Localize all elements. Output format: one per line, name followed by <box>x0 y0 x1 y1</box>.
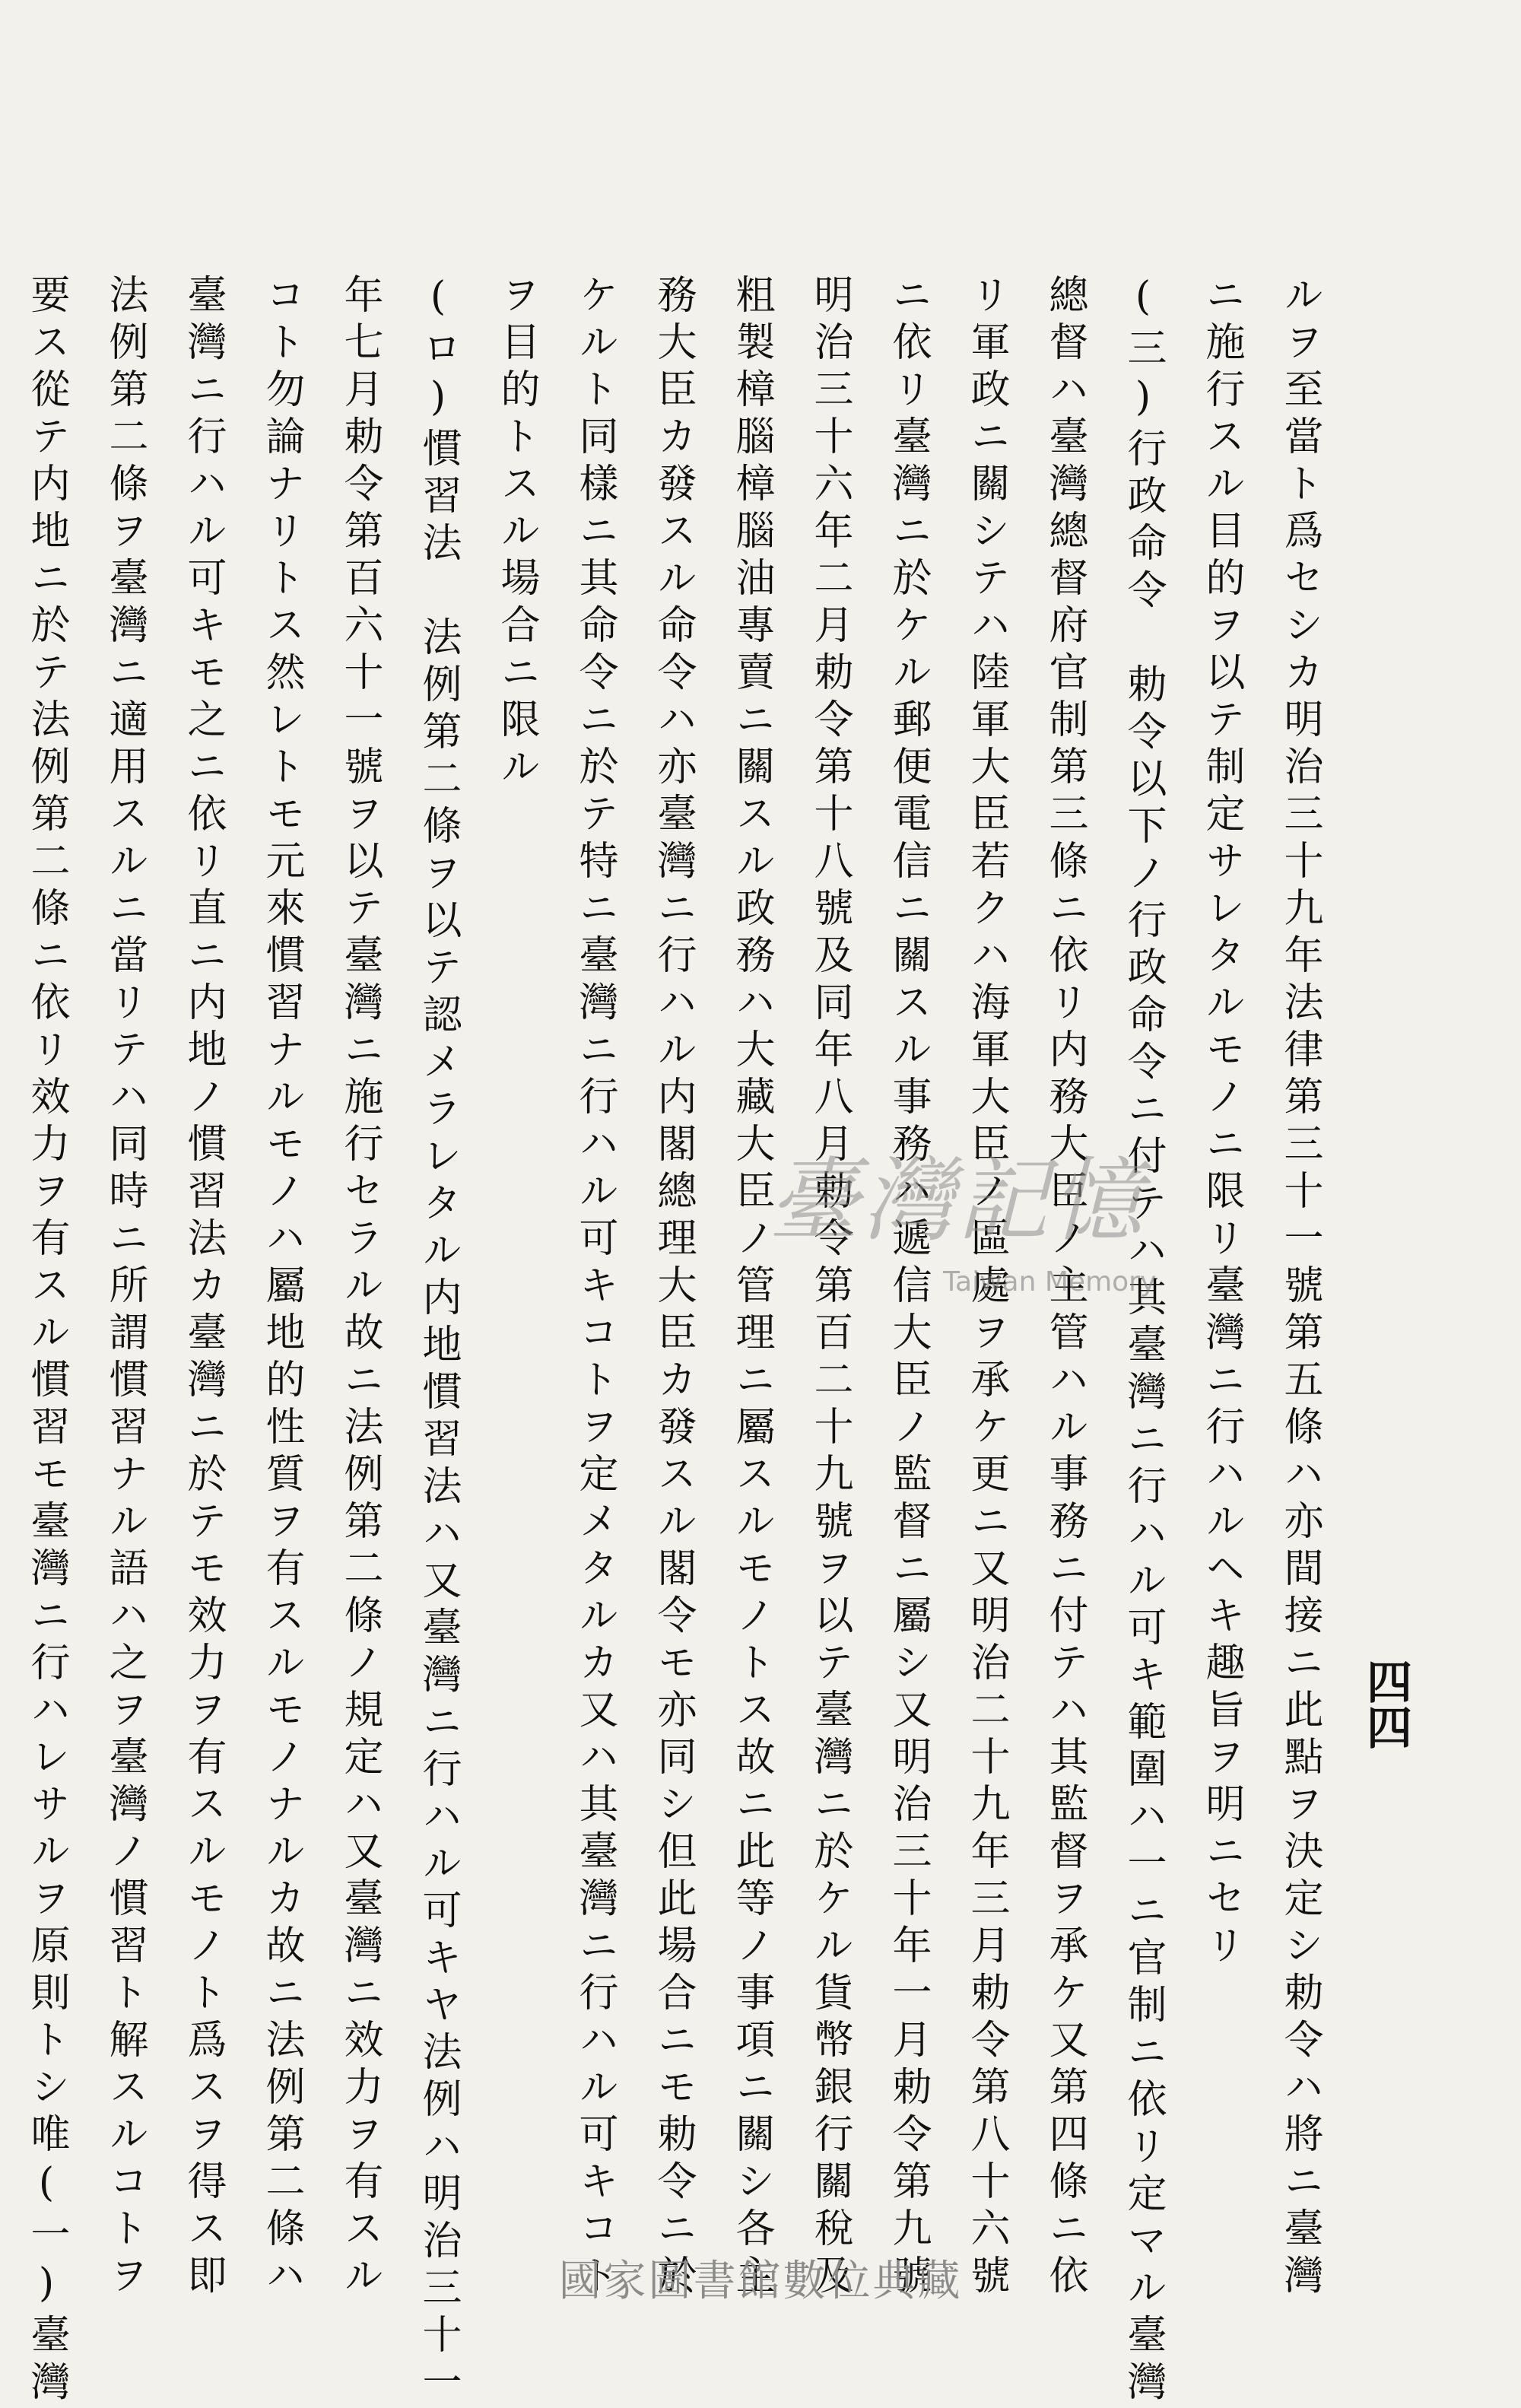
text-line: 臺灣ニ行ハル可キモ之ニ依リ直ニ内地ノ慣習法カ臺灣ニ於テモ效力ヲ有スルモノト爲スヲ得ス即 <box>180 274 226 2302</box>
watermark-logo <box>768 1148 1240 1298</box>
text-line: 要ス從テ内地ニ於テ法例第二條ニ依リ效力ヲ有スル慣習モ臺灣ニ行ハレサルヲ原則トシ唯(一)臺灣 <box>24 274 69 2408</box>
text-line: ニ施行スル目的ヲ以テ制定サレタルモノニ限リ臺灣ニ行ハルヘキ趣旨ヲ明ニセリ <box>1199 274 1244 1971</box>
text-line: 明治三十六年二月勅令第十八號及同年八月勅令第百二十九號ヲ以テ臺灣ニ於ケル貨幣銀行關稅及 <box>807 274 853 2302</box>
text-line: ケルト同樣ニ其命令ニ於テ特ニ臺灣ニ行ハル可キコトヲ定メタルカ又ハ其臺灣ニ行ハル可キコト <box>572 274 618 2302</box>
text-line: 年七月勅令第百六十一號ヲ以テ臺灣ニ施行セラル故ニ法例第二條ノ規定ハ又臺灣ニ效力ヲ有スル <box>337 274 383 2302</box>
text-line: 總督ハ臺灣總督府官制第三條ニ依リ内務大臣ノ主管ハル事務ニ付テハ其監督ヲ承ケ又第四條ニ依 <box>1042 274 1088 2302</box>
text-line <box>0 274 7 2122</box>
text-line: (三)行政命令 勅令以下ノ行政命令ニ付テハ其臺灣ニ行ハル可キ範圍ハ一ニ官制ニ依リ定マル臺灣 <box>1120 274 1166 2408</box>
page-number: 四四 <box>1359 1658 1412 1749</box>
footer-caption: 國家圖書館數位典藏 <box>558 2257 963 2306</box>
text-line: リ軍政ニ關シテハ陸軍大臣若クハ海軍大臣ノ區處ヲ承ケ更ニ又明治二十九年三月勅令第八十六號 <box>964 274 1009 2302</box>
watermark-logo-subtext: Taiwan Memory <box>943 1266 1157 1298</box>
text-line: 務大臣カ發スル命令ハ亦臺灣ニ行ハル内閣總理大臣カ發スル閣令モ亦同シ但此場合ニモ勅令ニ於 <box>650 274 696 2302</box>
text-line: ニ依リ臺灣ニ於ケル郵便電信ニ關スル事務ハ遞信大臣ノ監督ニ屬シ又明治三十年一月勅令第九號 <box>885 274 931 2302</box>
text-line: コト勿論ナリトス然レトモ元來慣習ナルモノハ屬地的性質ヲ有スルモノナルカ故ニ法例第二條ハ <box>259 274 304 2302</box>
watermark-logo-text: 臺灣記憶 <box>768 1148 1145 1254</box>
text-line: 粗製樟腦樟腦油專賣ニ關スル政務ハ大藏大臣ノ管理ニ屬スルモノトス故ニ此等ノ事項ニ關シ各主 <box>729 274 774 2302</box>
text-line: 法例第二條ヲ臺灣ニ適用スルニ當リテハ同時ニ所謂慣習ナル語ハ之ヲ臺灣ノ慣習ト解スルコトヲ <box>102 274 148 2302</box>
text-line: (ロ)慣習法 法例第二條ヲ以テ認メラレタル内地慣習法ハ又臺灣ニ行ハル可キヤ法例ハ明治三十一 <box>415 274 461 2408</box>
text-line: ルヲ至當ト爲セシカ明治三十九年法律第三十一號第五條ハ亦間接ニ此點ヲ決定シ勅令ハ將ニ臺灣 <box>1277 274 1323 2302</box>
text-line: ヲ目的トスル場合ニ限ル <box>494 274 539 793</box>
